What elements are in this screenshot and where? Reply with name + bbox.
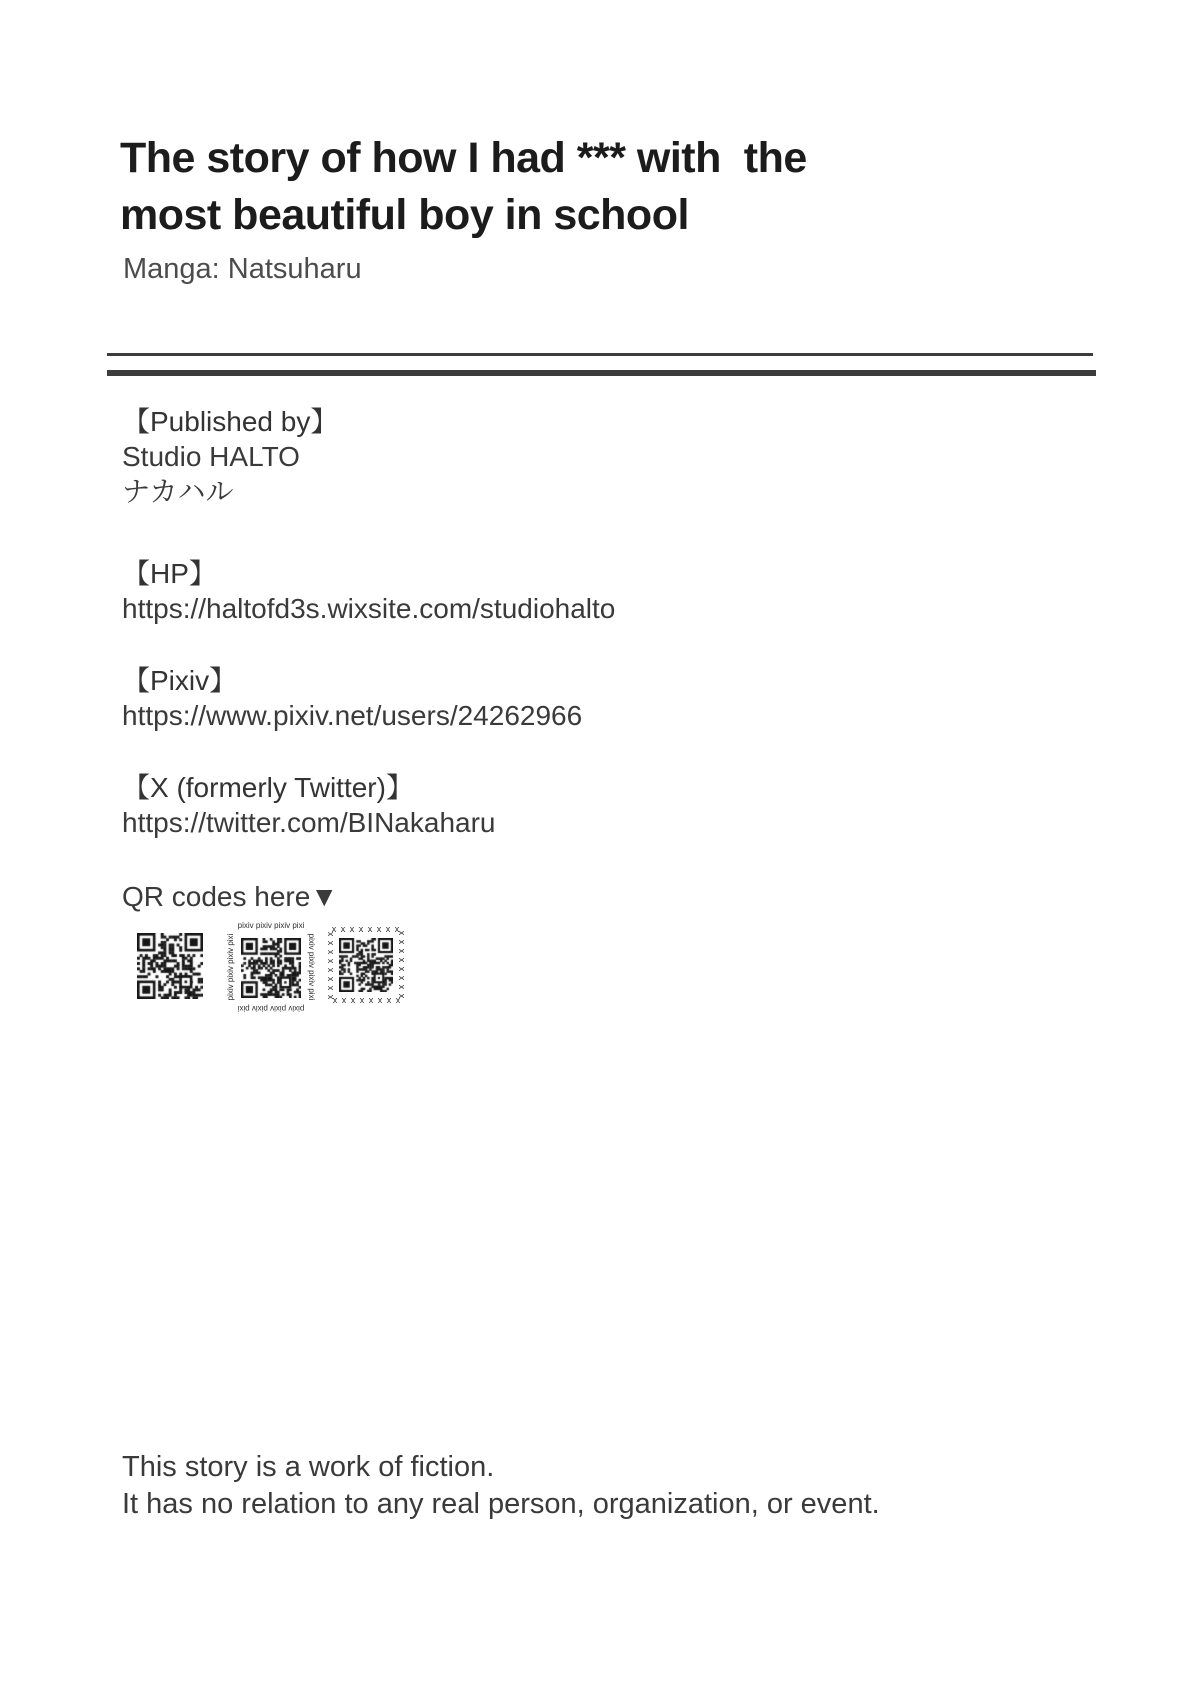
qr-codes-label: QR codes here▼	[122, 881, 339, 912]
divider-thin-rule	[107, 353, 1093, 356]
section-x-twitter	[122, 770, 496, 840]
pixiv-url: https://www.pixiv.net/users/24262966	[122, 700, 583, 731]
qr-code-pixiv	[241, 938, 301, 998]
pixiv-heading: 【Pixiv】	[122, 665, 238, 696]
section-published-by	[122, 404, 338, 509]
page-title-line-1: The story of how I had *** with the	[120, 134, 807, 182]
author-credit: Manga: Natsuharu	[123, 253, 362, 285]
published-by-heading: 【Published by】	[122, 406, 339, 437]
qr-code-hp	[137, 933, 203, 999]
publisher-name-japanese: ナカハル	[122, 476, 234, 507]
qr-code-pixiv-framed	[226, 921, 316, 1013]
fiction-disclaimer	[122, 1449, 880, 1523]
pixiv-border-text-right: pixiv pixiv pixiv pixi	[307, 933, 316, 1001]
homepage-url: https://haltofd3s.wixsite.com/studiohalto	[122, 593, 616, 624]
page-title	[120, 130, 807, 244]
x-border-text-right: x x x x x x x x	[397, 930, 407, 1000]
page-title-line-2: most beautiful boy in school	[120, 191, 689, 239]
pixiv-border-text-left: pixiv pixiv pixiv pixi	[226, 933, 235, 1001]
divider-thick-rule	[107, 370, 1096, 376]
x-border-text-left: x x x x x x x x	[325, 930, 335, 1000]
publisher-name: Studio HALTO	[122, 441, 300, 472]
section-pixiv	[122, 663, 582, 733]
section-homepage	[122, 556, 615, 626]
homepage-heading: 【HP】	[122, 558, 217, 589]
x-border-text-bottom: x x x x x x x x	[331, 996, 401, 1006]
pixiv-border-text-top: pixiv pixiv pixiv pixi	[237, 921, 305, 930]
qr-code-twitter	[339, 938, 393, 992]
x-twitter-url: https://twitter.com/BINakaharu	[122, 807, 496, 838]
pixiv-border-text-bottom: pixiv pixiv pixiv pixi	[237, 1004, 305, 1013]
qr-code-twitter-framed	[325, 924, 407, 1006]
fiction-disclaimer-line-2: It has no relation to any real person, organization, or event.	[122, 1488, 880, 1520]
x-twitter-heading: 【X (formerly Twitter)】	[122, 772, 414, 803]
fiction-disclaimer-line-1: This story is a work of fiction.	[122, 1451, 495, 1483]
x-border-text-top: x x x x x x x x	[331, 924, 401, 934]
